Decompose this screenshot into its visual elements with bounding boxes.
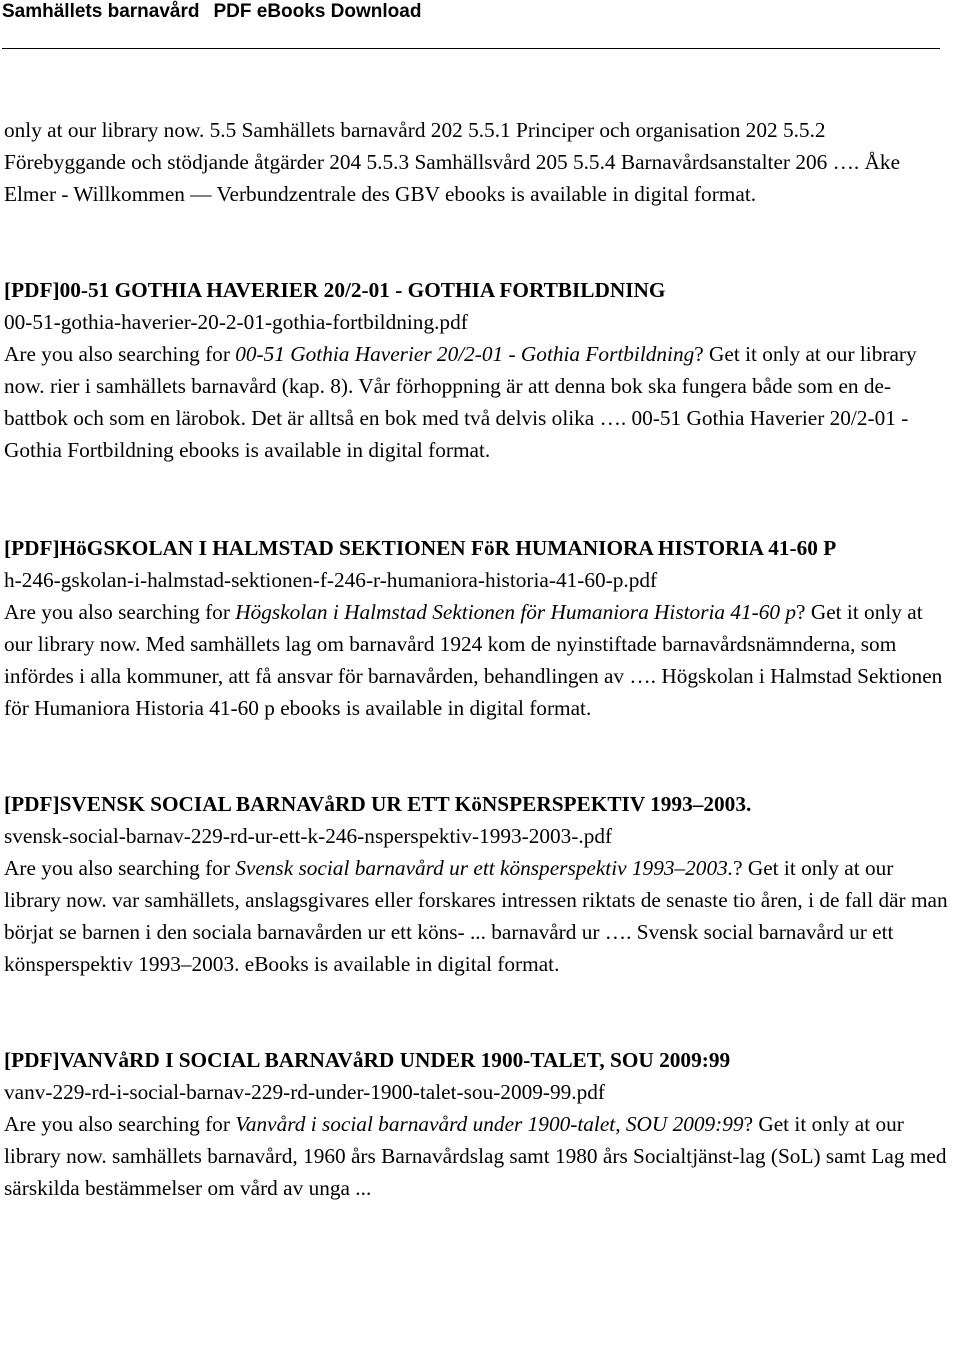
main-content xyxy=(4,114,952,1204)
search-prefix: Are you also searching for xyxy=(4,856,236,880)
header-divider xyxy=(2,48,940,49)
entry-description xyxy=(4,338,952,466)
ebook-entry xyxy=(4,274,952,466)
ebook-entry xyxy=(4,1044,952,1204)
search-query: Högskolan i Halmstad Sektionen för Humaniora Historia 41-60 p xyxy=(235,600,797,624)
header-text xyxy=(2,0,421,24)
search-prefix: Are you also searching for xyxy=(4,1112,236,1136)
entry-filename[interactable]: vanv-229-rd-i-social-barnav-229-rd-under-1900-talet-sou-2009-99.pdf xyxy=(4,1080,606,1104)
entry-body-text: ? Get it only at our library now. samhällets barnavård, 1960 års Barnavårdslag samt 1980 års Socialtjänst-lag (SoL) samt Lag med särskilda bestämmelser om vård av unga ... xyxy=(4,1112,947,1200)
entry-body-text: ? Get it only at our library now. rier i samhällets barnavård (kap. 8). Vår förhoppning är att denna bok ska fungera både som en de-battbok och som en lärobok. Det är alltså en bok med två delvis olika …. 00-51 Gothia Haverier 20/2-01 - Gothia Fortbildning ebooks is available in digital format. xyxy=(4,342,917,462)
entry-body-text: ? Get it only at our library now. Med samhällets lag om barnavård 1924 kom de nyinstiftade barnavårdsnämnderna, som infördes i alla kommuner, att få ansvar för barnavården, behandlingen av …. Högskolan i Halmstad Sektionen för Humaniora Historia 41-60 p ebooks is available in digital format. xyxy=(4,600,943,720)
section-spacer xyxy=(4,210,952,274)
entry-description xyxy=(4,596,952,724)
site-subtitle: PDF eBooks Download xyxy=(213,1,422,22)
entry-description xyxy=(4,852,952,980)
entry-title[interactable]: [PDF]VANVåRD I SOCIAL BARNAVåRD UNDER 1900-TALET, SOU 2009:99 xyxy=(4,1048,731,1072)
section-spacer xyxy=(4,466,952,532)
search-query: 00-51 Gothia Haverier 20/2-01 - Gothia Fortbildning xyxy=(235,342,695,366)
page-header xyxy=(0,0,960,24)
entry-filename[interactable]: svensk-social-barnav-229-rd-ur-ett-k-246-nsperspektiv-1993-2003-.pdf xyxy=(4,824,613,848)
site-title: Samhällets barnavård xyxy=(2,1,200,22)
entry-title[interactable]: [PDF]00-51 GOTHIA HAVERIER 20/2-01 - GOTHIA FORTBILDNING xyxy=(4,278,666,302)
search-prefix: Are you also searching for xyxy=(4,600,236,624)
entry-description xyxy=(4,1108,952,1204)
entry-body-text: ? Get it only at our library now. var samhällets, anslagsgivares eller forskares intressen riktats de senaste tio åren, i de fall där man börjat se barnen i den sociala barnavården ur ett köns- ... barnavård ur …. Svensk social barnavård ur ett könsperspektiv 1993–2003. eBooks is available in digital format. xyxy=(4,856,948,976)
section-spacer xyxy=(4,724,952,788)
ebook-entry xyxy=(4,532,952,724)
section-spacer xyxy=(4,980,952,1044)
ebook-entry xyxy=(4,788,952,980)
entry-title[interactable]: [PDF]SVENSK SOCIAL BARNAVåRD UR ETT KöNSPERSPEKTIV 1993–2003. xyxy=(4,792,752,816)
intro-paragraph: only at our library now. 5.5 Samhällets barnavård 202 5.5.1 Principer och organisation 202 5.5.2 Förebyggande och stödjande åtgärder 204 5.5.3 Samhällsvård 205 5.5.4 Barnavårdsanstalter 206 …. Åke Elmer - Willkommen — Verbundzentrale des GBV ebooks is available in digital format. xyxy=(4,118,901,206)
search-query: Svensk social barnavård ur ett könsperspektiv 1993–2003. xyxy=(235,856,734,880)
entry-title[interactable]: [PDF]HöGSKOLAN I HALMSTAD SEKTIONEN FöR HUMANIORA HISTORIA 41-60 P xyxy=(4,536,837,560)
entry-filename[interactable]: 00-51-gothia-haverier-20-2-01-gothia-fortbildning.pdf xyxy=(4,310,468,334)
search-prefix: Are you also searching for xyxy=(4,342,236,366)
entry-filename[interactable]: h-246-gskolan-i-halmstad-sektionen-f-246-r-humaniora-historia-41-60-p.pdf xyxy=(4,568,658,592)
search-query: Vanvård i social barnavård under 1900-talet, SOU 2009:99 xyxy=(235,1112,744,1136)
